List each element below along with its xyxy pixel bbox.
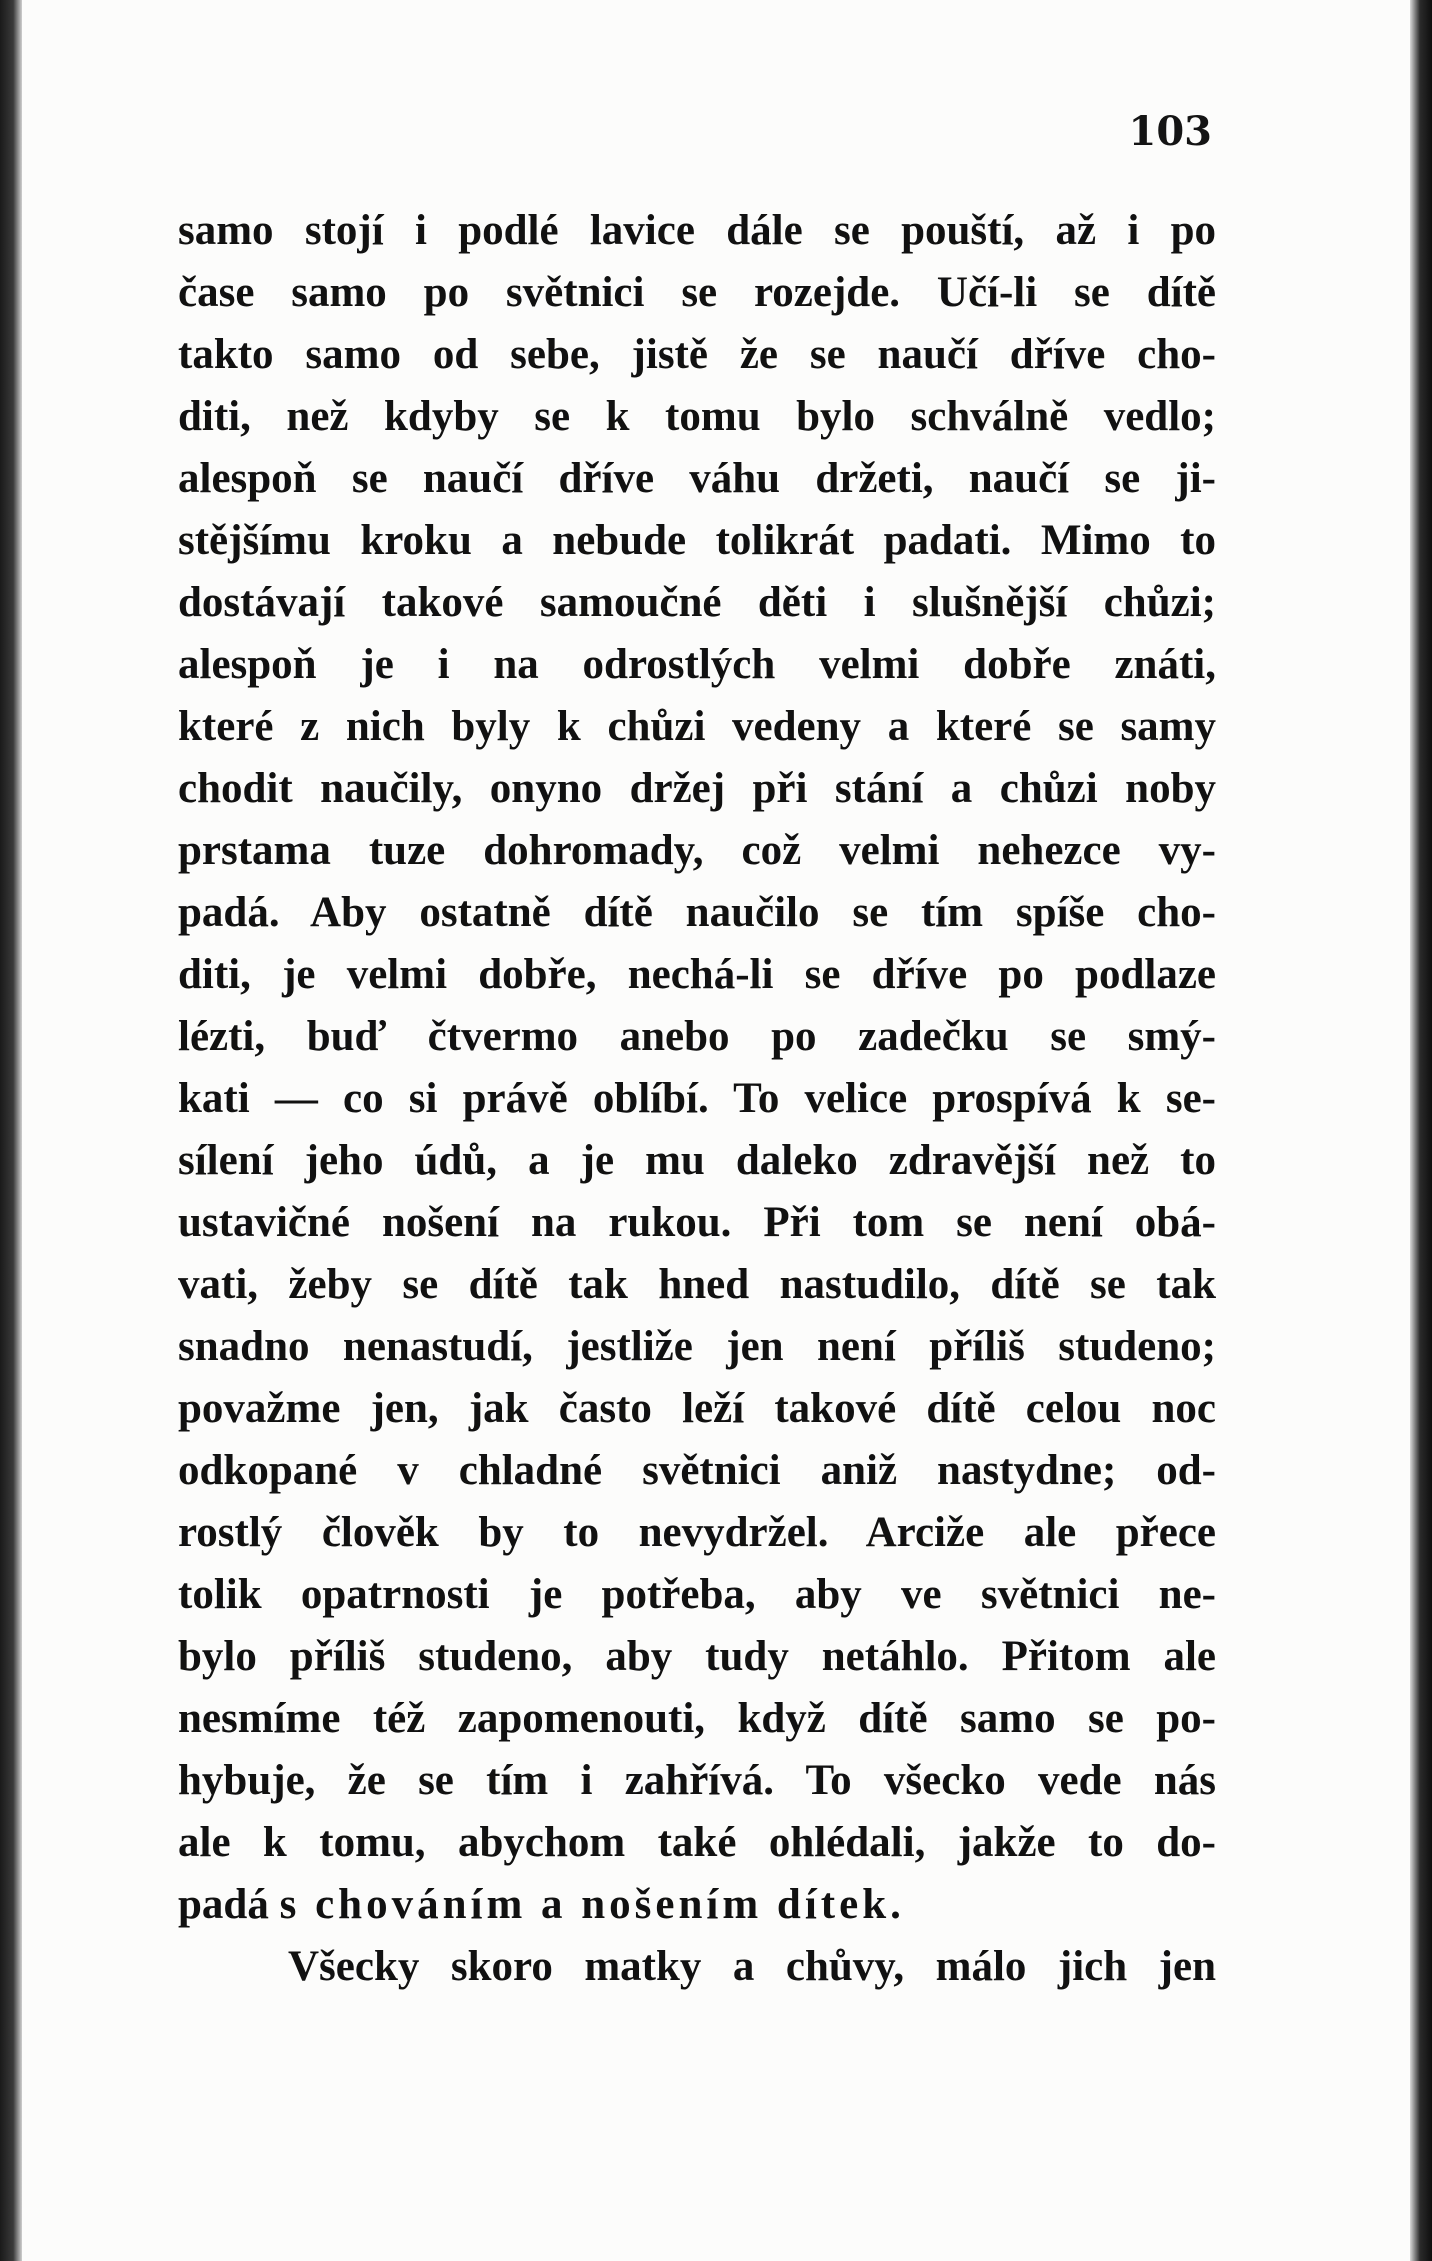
text-line: kati — co si právě oblíbí. To velice prospívá k se-: [178, 1075, 1216, 1122]
text-line: stějšímu kroku a nebude tolikrát padati. Mimo to: [178, 517, 1216, 564]
text-line: sílení jeho údů, a je mu daleko zdravější než to: [178, 1137, 1216, 1184]
text-line: považme jen, jak často leží takové dítě celou noc: [178, 1385, 1216, 1432]
book-page: [22, 0, 1410, 2261]
text-line: ustavičné nošení na rukou. Při tom se není obá-: [178, 1199, 1216, 1246]
text-line: čase samo po světnici se rozejde. Učí-li se dítě: [178, 269, 1216, 316]
text-line: snadno nenastudí, jestliže jen není příliš studeno;: [178, 1323, 1216, 1370]
text-line: vati, žeby se dítě tak hned nastudilo, dítě se tak: [178, 1261, 1216, 1308]
text-line: samo stojí i podlé lavice dále se pouští, až i po: [178, 207, 1216, 254]
body-text: [178, 200, 1216, 1998]
text-line-paragraph-end: [178, 1874, 1216, 1936]
text-line: chodit naučily, onyno držej při stání a chůzi noby: [178, 765, 1216, 812]
scan-edge-left: [0, 0, 22, 2261]
text-line: rostlý člověk by to nevydržel. Arciže ale přece: [178, 1509, 1216, 1556]
text-line: tolik opatrnosti je potřeba, aby ve světnici ne-: [178, 1571, 1216, 1618]
text-line: které z nich byly k chůzi vedeny a které se samy: [178, 703, 1216, 750]
text-line: alespoň se naučí dříve váhu držeti, naučí se ji-: [178, 455, 1216, 502]
text-line-paragraph-start: Všecky skoro matky a chůvy, málo jich jen: [288, 1943, 1216, 1990]
text-line: odkopané v chladné světnici aniž nastydne; od-: [178, 1447, 1216, 1494]
text-line: bylo příliš studeno, aby tudy netáhlo. Přitom ale: [178, 1633, 1216, 1680]
text-line: alespoň je i na odrostlých velmi dobře znáti,: [178, 641, 1216, 688]
spaced-emphasis-text: s chováním a nošením dítek.: [279, 1881, 905, 1928]
text-run: padá: [178, 1881, 280, 1928]
page-number: 103: [1128, 108, 1212, 155]
text-line: hybuje, že se tím i zahřívá. To všecko vede nás: [178, 1757, 1216, 1804]
text-line: takto samo od sebe, jistě že se naučí dříve cho-: [178, 331, 1216, 378]
scan-edge-right: [1410, 0, 1432, 2261]
text-line: nesmíme též zapomenouti, když dítě samo se po-: [178, 1695, 1216, 1742]
text-line: prstama tuze dohromady, což velmi nehezce vy-: [178, 827, 1216, 874]
text-line: padá. Aby ostatně dítě naučilo se tím spíše cho-: [178, 889, 1216, 936]
text-line: dostávají takové samoučné děti i slušnější chůzi;: [178, 579, 1216, 626]
text-line: diti, než kdyby se k tomu bylo schválně vedlo;: [178, 393, 1216, 440]
text-line: lézti, buď čtvermo anebo po zadečku se smý-: [178, 1013, 1216, 1060]
text-line: diti, je velmi dobře, nechá-li se dříve po podlaze: [178, 951, 1216, 998]
text-line: ale k tomu, abychom také ohlédali, jakže to do-: [178, 1819, 1216, 1866]
